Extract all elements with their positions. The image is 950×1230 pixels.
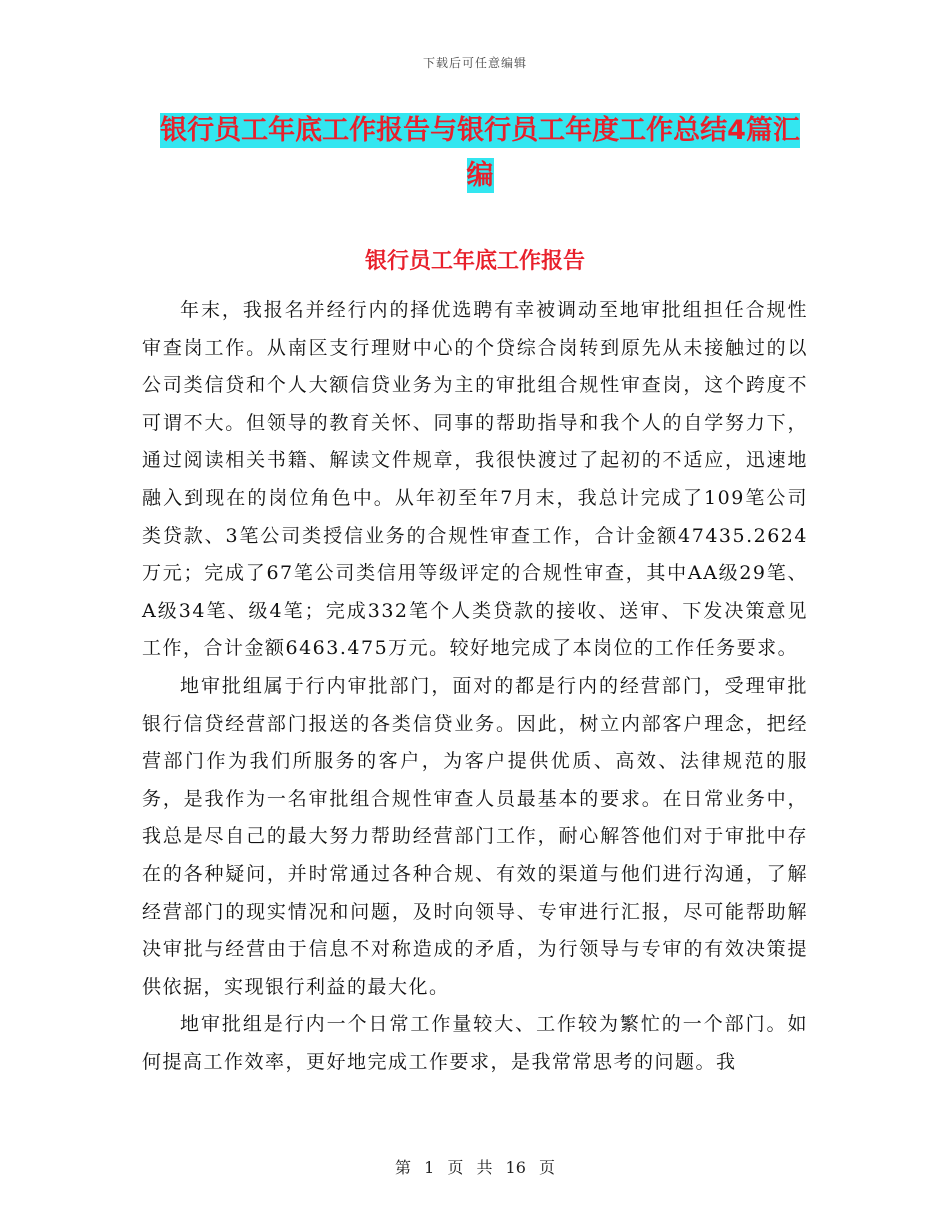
page-header: 下载后可任意编辑 [422,56,527,70]
body-text [142,292,808,1081]
document-title-text: 银行员工年底工作报告与银行员工年度工作总结4篇汇编 [160,115,800,191]
section-title: 银行员工年底工作报告 [364,249,585,274]
paragraph-2: 地审批组属于行内审批部门，面对的都是行内的经营部门，受理审批银行信贷经营部门报送的各类信贷业务。因此，树立内部客户理念，把经营部门作为我们所服务的客户，为客户提供优质、高效、法律规范的服务，是我作为一名审批组合规性审查人员最基本的要求。在日常业务中，我总是尽自己的最大努力帮助经营部门工作，耐心解答他们对于审批中存在的各种疑问，并时常通过各种合规、有效的渠道与他们进行沟通，了解经营部门的现实情况和问题，及时向领导、专审进行汇报，尽可能帮助解决审批与经营由于信息不对称造成的矛盾，为行领导与专审的有效决策提供依据，实现银行利益的最大化。 [142,674,808,998]
paragraph-1: 年末，我报名并经行内的择优选聘有幸被调动至地审批组担任合规性审查岗工作。从南区支行理财中心的个贷综合岗转到原先从未接触过的以公司类信贷和个人大额信贷业务为主的审批组合规性审查岗，这个跨度不可谓不大。但领导的教育关怀、同事的帮助指导和我个人的自学努力下，通过阅读相关书籍、解读文件规章，我很快渡过了起初的不适应，迅速地融入到现在的岗位角色中。从年初至年7月末，我总计完成了109笔公司类贷款、3笔公司类授信业务的合规性审查工作，合计金额47435.2624万元；完成了67笔公司类信用等级评定的合规性审查，其中AA级29笔、A级34笔、级4笔；完成332笔个人类贷款的接收、送审、下发决策意见工作，合计金额6463.475万元。较好地完成了本岗位的工作任务要求。 [142,299,808,660]
page-footer: 第 1 页 共 16 页 [395,1158,555,1177]
document-title [150,108,810,198]
paragraph-3: 地审批组是行内一个日常工作量较大、工作较为繁忙的一个部门。如何提高工作效率，更好地完成工作要求，是我常常思考的问题。我 [142,1013,808,1073]
